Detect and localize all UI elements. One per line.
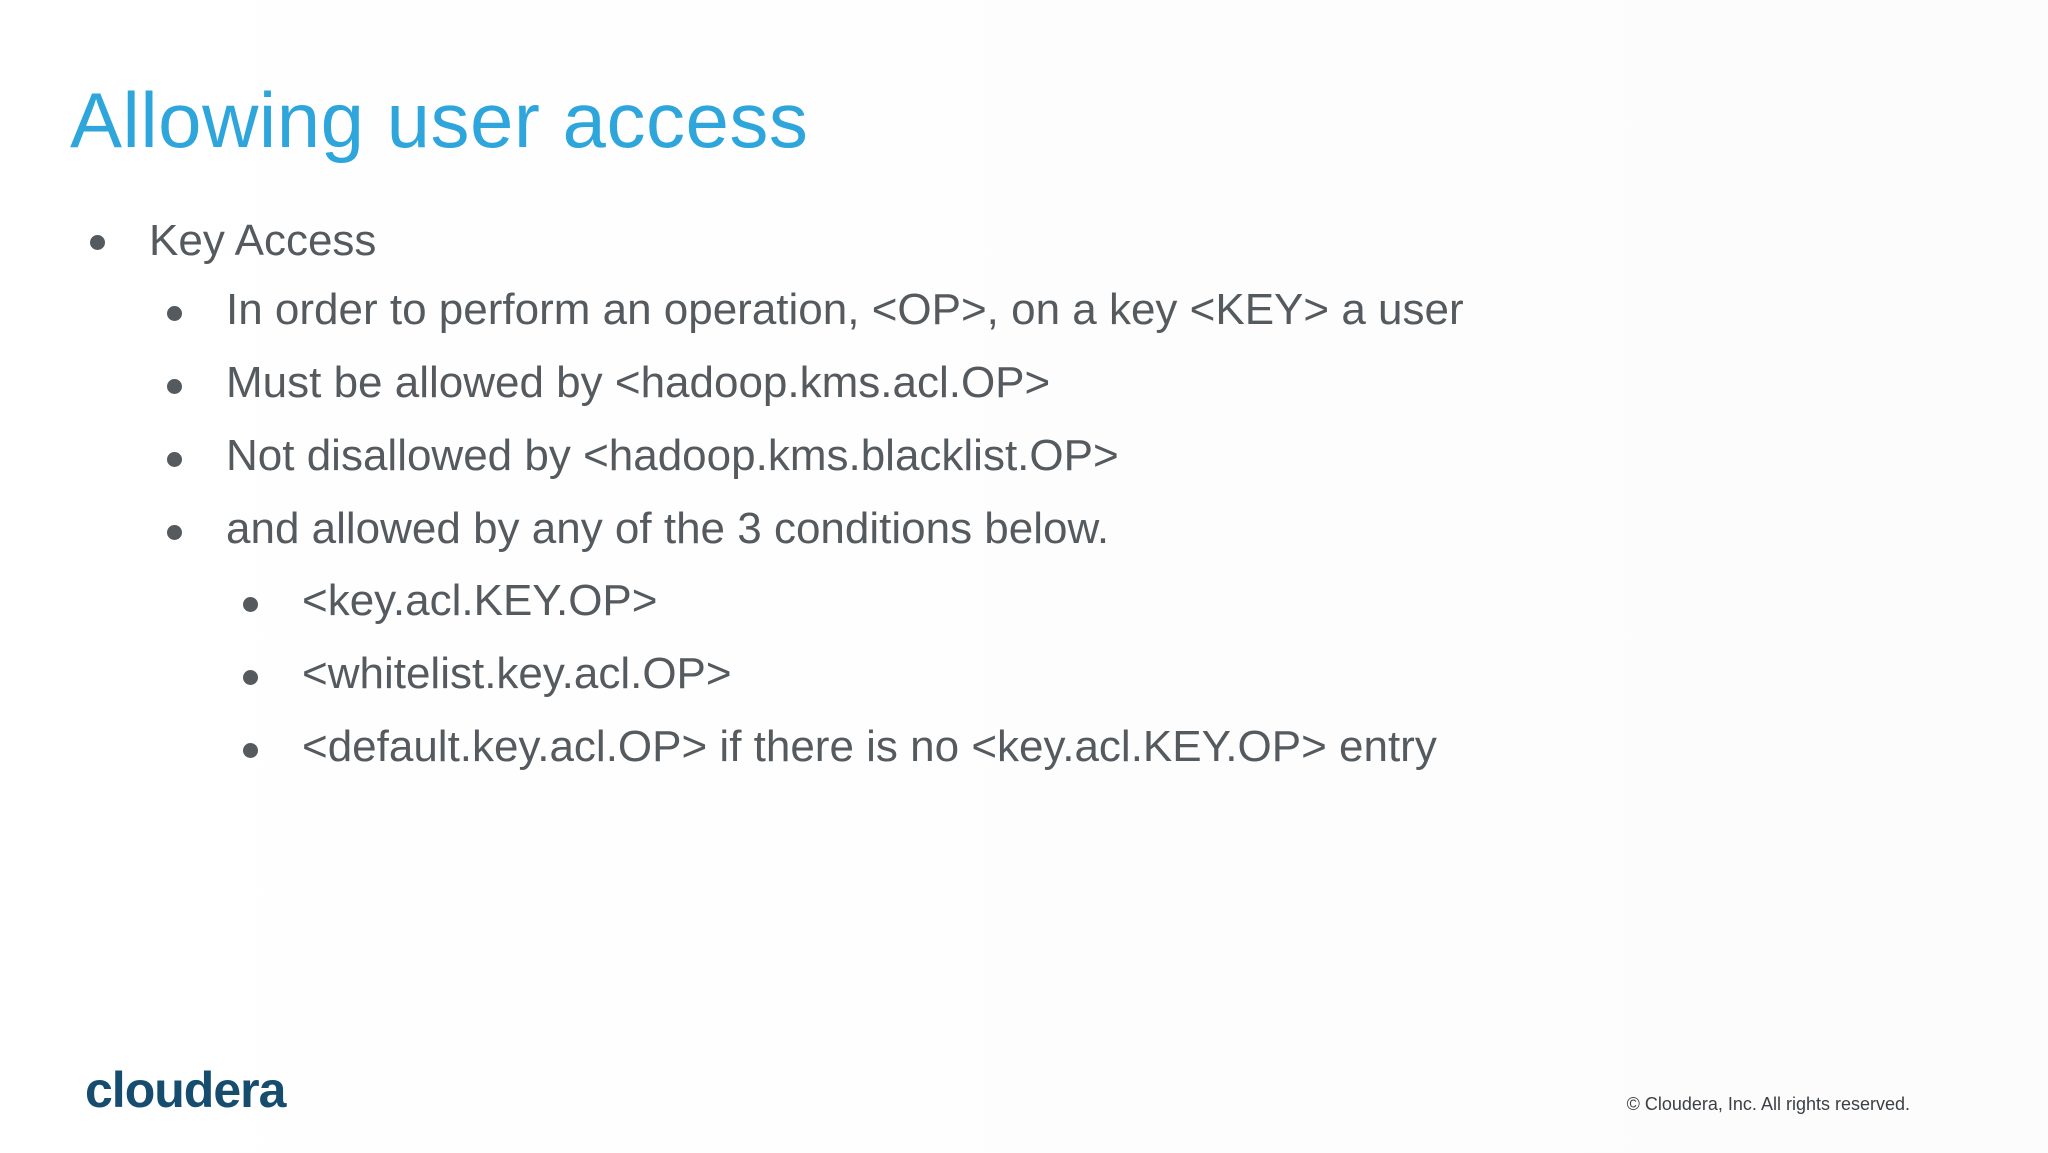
- copyright-notice: © Cloudera, Inc. All rights reserved.: [1626, 1094, 1910, 1114]
- bullet-text: Key Access: [149, 216, 377, 265]
- bullet-text: In order to perform an operation, <OP>, on a key <KEY> a user: [226, 285, 1464, 334]
- bullet-dot: [167, 452, 182, 467]
- bullet-text: <whitelist.key.acl.OP>: [302, 649, 732, 698]
- bullet-dot: [243, 597, 258, 612]
- cloudera-logo: cloudera: [85, 1062, 286, 1118]
- bullet-dot: [167, 306, 182, 321]
- bullet-dot: [90, 235, 105, 250]
- slide-title: Allowing user access: [70, 76, 809, 164]
- bullet-text: and allowed by any of the 3 conditions below.: [226, 504, 1110, 553]
- bullet-dot: [167, 379, 182, 394]
- bullet-text: <default.key.acl.OP> if there is no <key.acl.KEY.OP> entry: [302, 722, 1437, 771]
- bullet-dot: [243, 743, 258, 758]
- bullet-dot: [167, 525, 182, 540]
- bullet-text: Must be allowed by <hadoop.kms.acl.OP>: [226, 358, 1051, 407]
- bullet-text: Not disallowed by <hadoop.kms.blacklist.OP>: [226, 431, 1119, 480]
- bullet-text: <key.acl.KEY.OP>: [302, 576, 658, 625]
- bullet-dot: [243, 670, 258, 685]
